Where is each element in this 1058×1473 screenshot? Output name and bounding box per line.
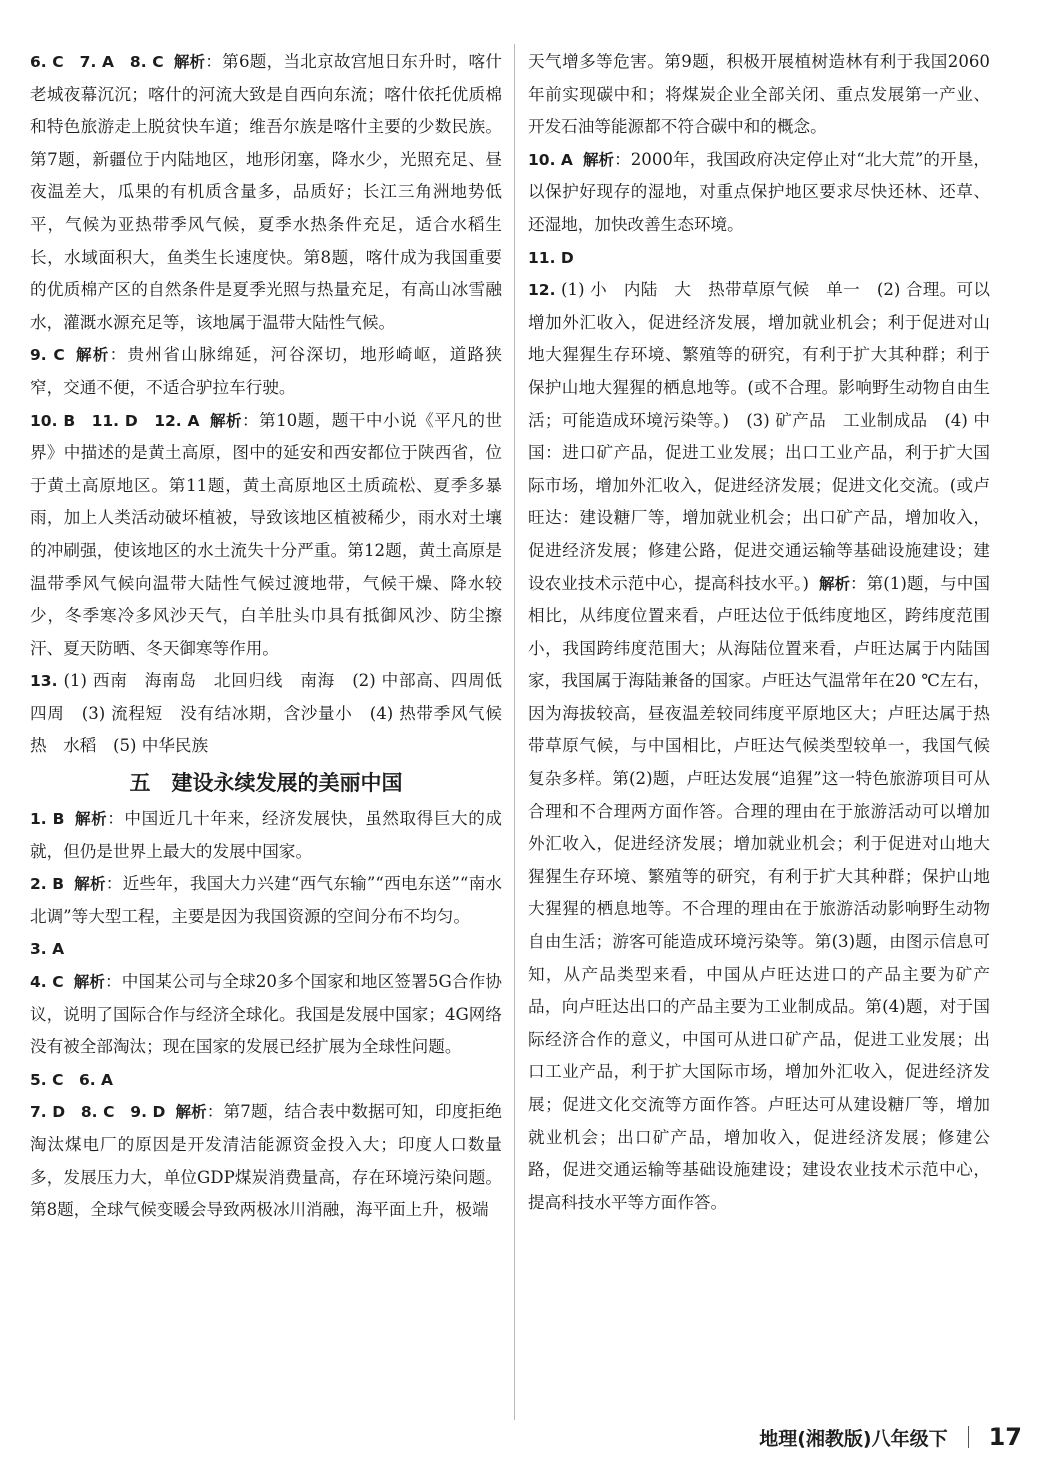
answer-key: 10. B 11. D 12. A [30, 411, 200, 430]
answer-key: 7. D 8. C 9. D [30, 1103, 166, 1122]
answer-block-s1 [30, 803, 502, 868]
analysis-label: 解析 [582, 150, 615, 169]
answer-key: 12. [528, 281, 556, 300]
answer-key: 4. C [30, 973, 64, 992]
answer-block-q9 [30, 339, 502, 404]
analysis-text: ：第7题，结合表中数据可知，印度拒绝淘汰煤电厂的原因是开发清洁能源资金投入大；印度人口数量多，发展压力大，单位GDP煤炭消费量高，存在环境污染问题。第8题，全球气候变暖会导致两极冰川消融，海平面上升，极端 [30, 1102, 502, 1220]
answer-block-r11 [528, 242, 990, 275]
answer-key: 1. B [30, 810, 65, 829]
answer-block-r12 [528, 274, 990, 1219]
answer-block-s7-9 [30, 1096, 502, 1226]
right-column [528, 46, 990, 1219]
left-column [30, 46, 519, 1227]
answer-key: 13. [30, 672, 58, 691]
analysis-label: 解析 [173, 53, 206, 71]
analysis-text: ：贵州省山脉绵延，河谷深切，地形崎岖，道路狭窄，交通不便，不适合驴拉车行驶。 [30, 345, 502, 397]
analysis-label: 解析 [209, 411, 242, 430]
analysis-label: 解析 [74, 810, 108, 829]
answer-text: (1) 西南 海南岛 北回归线 南海 (2) 中部高、四周低 四周 (3) 流程短 没有结冰期，含沙量小 (4) 热带季风气候 热 水稻 (5) 中华民族 [30, 671, 519, 756]
analysis-text: ：第10题，题干中小说《平凡的世界》中描述的是黄土高原，图中的延安和西安都位于陕西省，位于黄土高原地区。第11题，黄土高原地区土质疏松、夏季多暴雨，加上人类活动破坏植被，导致该地区植被稀少，雨水对土壤的冲刷强，使该地区的水土流失十分严重。第12题，黄土高原是温带季风气候向温带大陆性气候过渡地带，气候干燥、降水较少，冬季寒冷多风沙天气，白羊肚头巾具有抵御风沙、防尘擦汗、夏天防晒、冬天御寒等作用。 [30, 410, 502, 658]
answer-key: 9. C [30, 346, 65, 365]
section-title: 五 建设永续发展的美丽中国 [129, 771, 403, 796]
answer-block-s3 [30, 933, 502, 966]
answer-block-q10-12 [30, 405, 502, 666]
analysis-text: ：第6题，当北京故宫旭日东升时，喀什老城夜幕沉沉；喀什的河流大致是自西向东流；喀什依托优质棉和特色旅游走上脱贫快车道；维吾尔族是喀什主要的少数民族。第7题，新疆位于内陆地区，地形闭塞，降水少，光照充足、昼夜温差大，瓜果的有机质含量多，品质好；长江三角洲地势低平，气候为亚热带季风气候，夏季水热条件充足，适合水稻生长，水域面积大，鱼类生长速度快。第8题，喀什成为我国重要的优质棉产区的自然条件是夏季光照与热量充足，有高山冰雪融水，灌溉水源充足等，该地属于温带大陆性气候。 [30, 52, 502, 332]
continued-text [528, 46, 990, 144]
footer-divider [968, 1426, 969, 1448]
analysis-text: ：近些年，我国大力兴建“西气东输”“西电东送”“南水北调”等大型工程，主要是因为我国资源的空间分布不均匀。 [30, 874, 502, 926]
analysis-label: 解析 [175, 1103, 207, 1122]
answer-key: 6. C 7. A 8. C [30, 53, 164, 71]
analysis-text: ：中国近几十年来，经济发展快，虽然取得巨大的成就，但仍是世界上最大的发展中国家。 [30, 809, 502, 861]
answer-block-s4 [30, 966, 502, 1064]
answer-key: 5. C 6. A [30, 1070, 114, 1089]
analysis-text: ：中国某公司与全球20多个国家和地区签署5G合作协议，说明了国际合作与经济全球化。我国是发展中国家；4G网络没有被全部淘汰；现在国家的发展已经扩展为全球性问题。 [30, 972, 502, 1057]
analysis-text: 天气增多等危害。第9题，积极开展植树造林有利于我国2060年前实现碳中和；将煤炭企业全部关闭、重点发展第一产业、开发石油等能源都不符合碳中和的概念。 [528, 52, 990, 137]
answer-block-s5-6 [30, 1064, 502, 1097]
analysis-text: ：第(1)题，与中国相比，从纬度位置来看，卢旺达位于低纬度地区，跨纬度范围小，我国跨纬度范围大；从海陆位置来看，卢旺达属于内陆国家，我国属于海陆兼备的国家。卢旺达气温常年在20 ℃左右，因为海拔较高，昼夜温差较同纬度平原地区大；卢旺达属于热带草原气候，与中国相比，卢旺达气候类型较单一，我国气候复杂多样。第(2)题，卢旺达发展“追猩”这一特色旅游项目可从合理和不合理两方面作答。合理的理由在于旅游活动可以增加外汇收入，促进经济发展；增加就业机会；利于促进对山地大猩猩生存环境、繁殖等的研究，有利于扩大其种群；保护山地大猩猩的栖息地等。不合理的理由在于旅游活动影响野生动物自由生活；游客可能造成环境污染等。第(3)题，由图示信息可知，从产品类型来看，中国从卢旺达进口的产品主要为矿产品，向卢旺达出口的产品主要为工业制成品。第(4)题，对于国际经济合作的意义，中国可从进口矿产品，促进工业发展；出口工业产品，利于扩大国际市场，增加外汇收入，促进经济发展；促进文化交流等方面作答。卢旺达可从建设糖厂等，增加就业机会；出口矿产品，增加收入，促进经济发展；修建公路，促进交通运输等基础设施建设；建设农业技术示范中心，提高科技水平等方面作答。 [528, 573, 990, 1212]
book-title: 地理(湘教版)八年级下 [759, 1427, 948, 1450]
analysis-text: ：2000年，我国政府决定停止对“北大荒”的开垦，以保护好现存的湿地，对重点保护地区要求尽快还林、还草、还湿地，加快改善生态环境。 [528, 149, 990, 234]
answer-text: (1) 小 内陆 大 热带草原气候 单一 (2) 合理。可以增加外汇收入，促进经济发展，增加就业机会；利于促进对山地大猩猩生存环境、繁殖等的研究，有利于扩大其种群；利于保护山地大猩猩的栖息地等。(或不合理。影响野生动物自由生活；可能造成环境污染等。) (3) 矿产品 工业制成品 (4) 中国：进口矿产品，促进工业发展；出口工业产品，利于扩大国际市场，增加外汇收入，促进经济发展；促进文化交流。(或卢旺达：建设糖厂等，增加就业机会；出口矿产品，增加收入，促进经济发展；修建公路，促进交通运输等基础设施建设；建设农业技术示范中心，提高科技水平。) [528, 280, 991, 593]
answer-block-q13 [30, 665, 519, 763]
page-footer [759, 1420, 1022, 1454]
analysis-label: 解析 [818, 574, 851, 593]
answer-key: 3. A [30, 940, 65, 959]
analysis-label: 解析 [74, 346, 110, 365]
answer-key: 2. B [30, 875, 65, 894]
answer-key: 11. D [528, 248, 574, 267]
analysis-label: 解析 [74, 875, 106, 894]
analysis-label: 解析 [73, 973, 106, 992]
page-number: 17 [988, 1423, 1022, 1451]
answer-block-s2 [30, 868, 502, 933]
answer-block-q6-8 [30, 46, 502, 339]
answer-block-r10 [528, 144, 990, 242]
answer-key: 10. A [528, 150, 573, 169]
column-divider [514, 44, 515, 1420]
